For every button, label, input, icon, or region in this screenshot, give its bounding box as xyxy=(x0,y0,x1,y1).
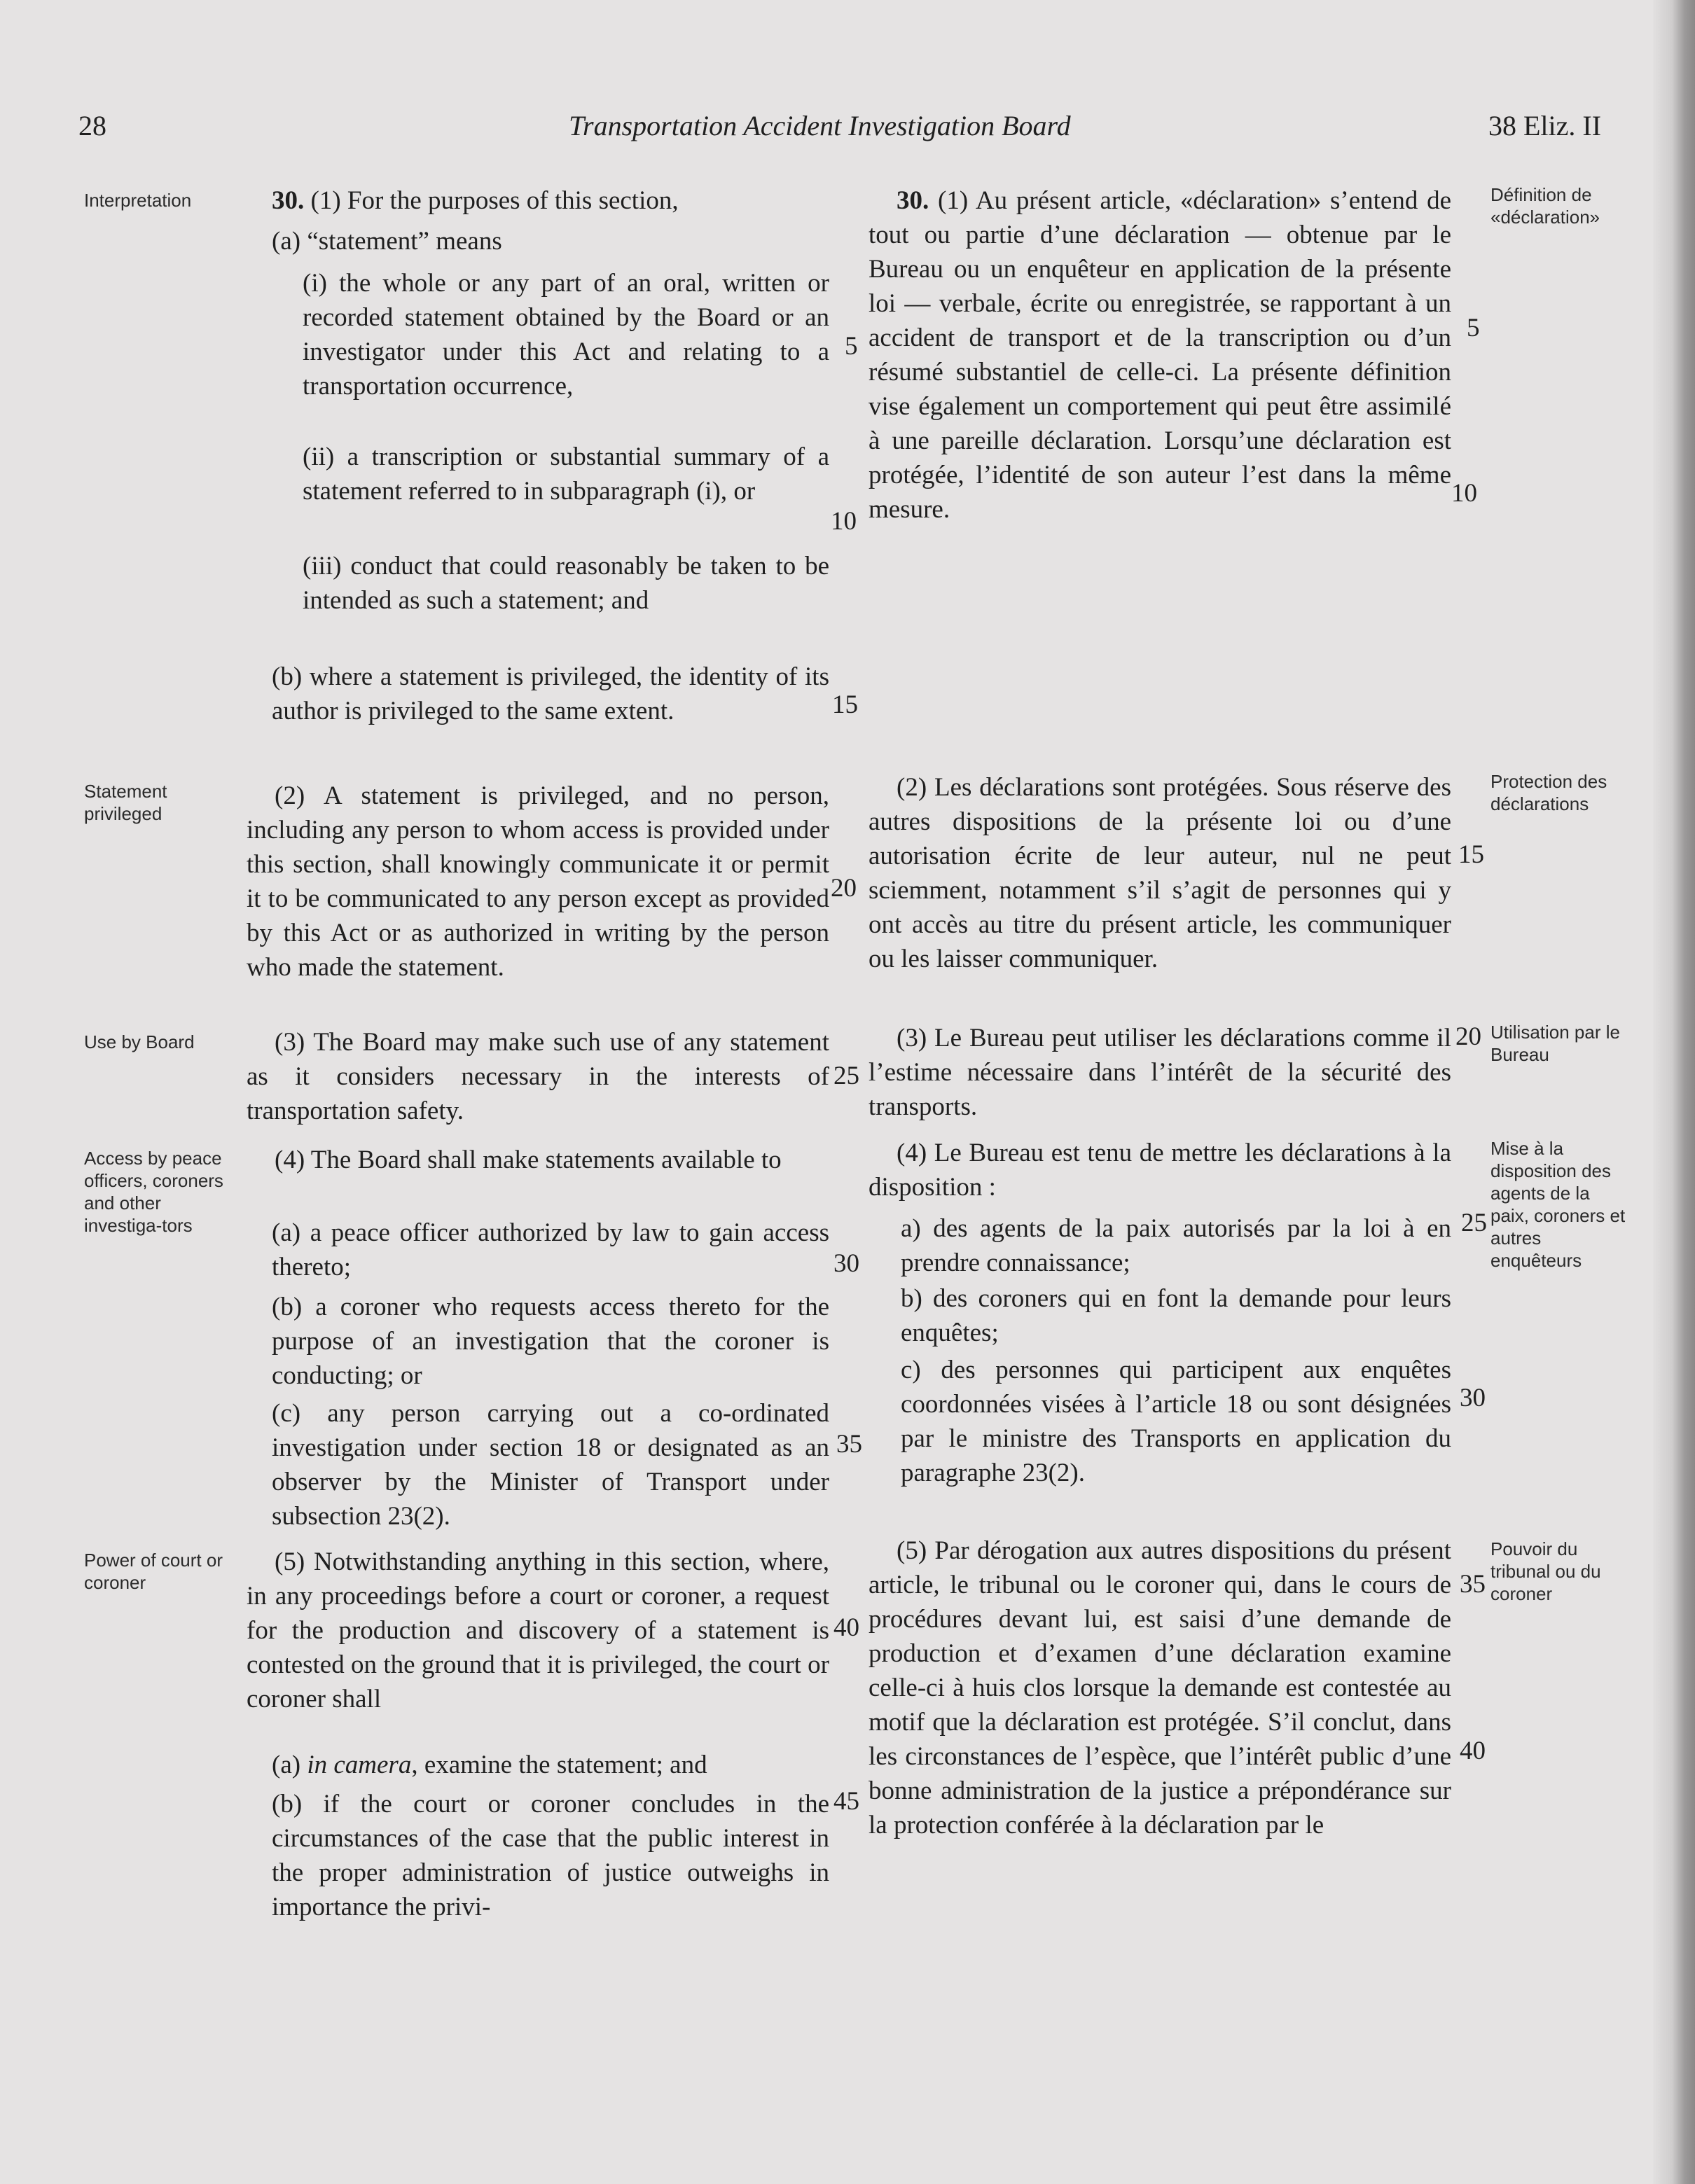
en-s30-a-ii: (ii) a transcription or substantial summary of a statement referred to in subparagraph (i), or xyxy=(303,443,829,506)
fr-s30-2: (2) Les déclarations sont protégées. Sous réserve des autres dispositions de la présente loi ou d’une autorisation écrite de leur auteur, nul ne peut sciemment, notamment s’il s’agit de personnes qui y ont accès au titre du présent article, les communiquer ou les laisser communiquer. xyxy=(869,773,1451,973)
line-number: 10 xyxy=(831,507,857,536)
line-number: 25 xyxy=(1461,1209,1487,1237)
en-s30-number: 30. xyxy=(272,186,305,215)
line-number: 20 xyxy=(1455,1022,1481,1051)
margin-note-mise-fr: Mise à la disposition des agents de la paix, coroners et autres enquêteurs xyxy=(1490,1138,1626,1271)
margin-note-use-by-board: Use by Board xyxy=(84,1031,195,1052)
en-s30-4: (4) The Board shall make statements available to xyxy=(275,1146,782,1174)
line-number: 35 xyxy=(1460,1570,1486,1599)
margin-note-power: Power of court or coroner xyxy=(84,1550,223,1593)
en-s30-2: (2) A statement is privileged, and no person, including any person to whom access is provided under this section, shall knowingly communicate it or permit it to be communicated to any person except as provided by this Act or as authorized in writing by the person who made the statement. xyxy=(247,781,829,982)
line-number: 35 xyxy=(836,1430,862,1459)
margin-note-protection-fr: Protection des déclarations xyxy=(1490,771,1607,814)
page-edge-shadow xyxy=(1653,0,1695,2184)
en-s30-a-iii: (iii) conduct that could reasonably be taken to be intended as such a statement; and xyxy=(303,552,829,615)
en-s30-4-c: (c) any person carrying out a co-ordinated investigation under section 18 or designated as an observer by the Minister of Transport under subsection 23(2). xyxy=(272,1399,829,1531)
fr-s30-4-b: b) des coroners qui en font la demande pour leurs enquêtes; xyxy=(901,1284,1451,1347)
line-number: 45 xyxy=(833,1787,859,1816)
en-s30-intro: 30. (1) For the purposes of this section, xyxy=(272,186,679,215)
en-s30-4-a: (a) a peace officer authorized by law to gain access thereto; xyxy=(272,1218,829,1281)
line-number: 5 xyxy=(845,332,858,361)
fr-s30-1: 30. (1) Au présent article, «déclaration» s’entend de tout ou partie d’une déclaration — obtenue par le Bureau ou un enquêteur en application de la présente loi — verbale, écrite ou enregistrée, se rapportant à un accident de transport et de la transcription ou d’un résumé substantiel de celle-ci. La présente définition vise également un comportement qui peut être assimilé à une pareille déclaration. Lorsqu’une déclaration est protégée, l’identité de son auteur l’est dans la même mesure. xyxy=(869,186,1452,524)
margin-note-statement-privileged: Statement privileged xyxy=(84,781,167,824)
margin-note-pouvoir-fr: Pouvoir du tribunal ou du coroner xyxy=(1490,1538,1601,1604)
line-number: 40 xyxy=(1460,1737,1486,1765)
line-number: 40 xyxy=(833,1613,859,1642)
running-title: Transportation Accident Investigation Board xyxy=(569,110,1071,141)
en-s30-a-i: (i) the whole or any part of an oral, written or recorded statement obtained by the Board or an investigator under this Act and relating to a transportation occurrence, xyxy=(303,269,829,401)
line-number: 30 xyxy=(833,1249,859,1278)
line-number: 15 xyxy=(832,690,858,719)
line-number: 15 xyxy=(1458,840,1484,869)
fr-s30-4-a: a) des agents de la paix autorisés par la loi à en prendre connaissance; xyxy=(901,1214,1451,1277)
page-number: 28 xyxy=(78,110,106,141)
fr-s30-number: 30. xyxy=(897,186,929,215)
fr-s30-5: (5) Par dérogation aux autres dispositions du présent article, le tribunal ou le coroner qui, dans le cours de procédures devant lui, est saisi d’une demande de production et d’examen d’une déclaration examine celle-ci à huis clos lorsque la demande est contestée au motif que la déclaration est protégée. S’il conclut, dans les circonstances de l’espèce, que l’intérêt public d’une bonne administration de la justice a prépondérance sur la protection conférée à la déclaration par le xyxy=(869,1536,1451,1839)
fr-s30-3: (3) Le Bureau peut utiliser les déclarations comme il l’estime nécessaire dans l’intérêt de la sécurité des transports. xyxy=(869,1024,1451,1121)
margin-note-access: Access by peace officers, coroners and other investiga-tors xyxy=(84,1148,223,1236)
regnal-year: 38 Eliz. II xyxy=(1488,110,1602,141)
en-s30-a: (a) “statement” means xyxy=(272,227,502,256)
fr-s30-4-c: c) des personnes qui participent aux enquêtes coordonnées visées à l’article 18 ou sont désignées par le ministre des Transports en application du paragraphe 23(2). xyxy=(901,1356,1451,1487)
line-number: 5 xyxy=(1467,314,1480,342)
en-s30-5-a: (a) in camera, examine the statement; and xyxy=(272,1751,707,1779)
en-s30-5: (5) Notwithstanding anything in this section, where, in any proceedings before a court or coroner, a request for the production and discovery of a statement is contested on the ground that it is privileged, the court or coroner shall xyxy=(247,1547,829,1713)
margin-note-interpretation: Interpretation xyxy=(84,190,192,211)
line-number: 30 xyxy=(1460,1384,1486,1412)
en-s30-5-b: (b) if the court or coroner concludes in the circumstances of the case that the public interest in the proper administration of justice outweighs in importance the privi- xyxy=(272,1790,829,1921)
en-s30-4-b: (b) a coroner who requests access thereto for the purpose of an investigation that the coroner is conducting; or xyxy=(272,1293,829,1390)
line-number: 20 xyxy=(831,874,857,903)
line-number: 25 xyxy=(833,1062,859,1090)
margin-note-definition-fr: Définition de «déclaration» xyxy=(1490,184,1600,228)
line-number: 10 xyxy=(1451,479,1477,508)
en-s30-b: (b) where a statement is privileged, the identity of its author is privileged to the same extent. xyxy=(272,662,829,725)
en-s30-3: (3) The Board may make such use of any statement as it considers necessary in the interests of transportation safety. xyxy=(247,1028,829,1125)
margin-note-utilisation-fr: Utilisation par le Bureau xyxy=(1490,1022,1620,1065)
fr-s30-4: (4) Le Bureau est tenu de mettre les déclarations à la disposition : xyxy=(869,1139,1451,1202)
